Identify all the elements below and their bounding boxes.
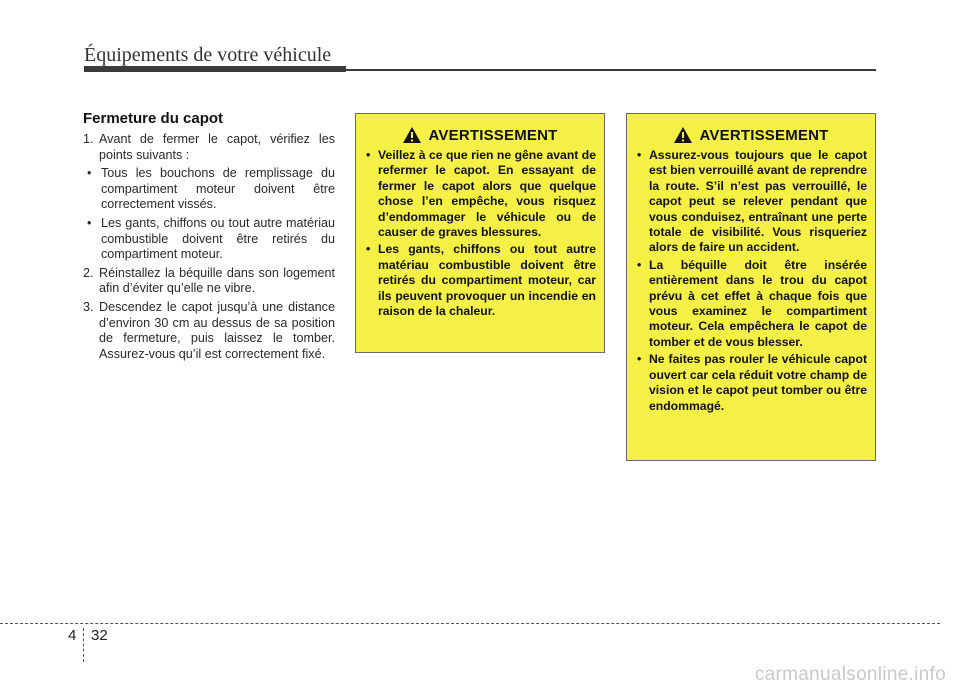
warning-item (635, 352, 867, 414)
warning-item (635, 258, 867, 350)
warning-item (364, 148, 596, 240)
warning-item-text: La béquille doit être insérée entièrement dans le trou du capot prévu à cet effet à chaque fois que vous examinez le compartiment moteur. Cela empêchera le capot de tomber et de vous blesser. (649, 257, 867, 349)
warning-item (364, 242, 596, 319)
warning-header (635, 126, 867, 144)
warning-item-text: Veillez à ce que rien ne gêne avant de refermer le capot. En essayant de fermer le capot alors que quelque chose l’en empêche, vous risquez d’endommager le véhicule ou de causer de graves blessures. (378, 148, 596, 240)
warning-box-left (355, 113, 605, 353)
page-number: 32 (91, 627, 108, 644)
step-item (83, 300, 335, 362)
warning-triangle-icon (402, 126, 422, 144)
header-rule-thick (84, 66, 346, 72)
step-subitem (87, 166, 335, 213)
warning-item-text: Assurez-vous toujours que le capot est bien verrouillé avant de reprendre la route. S’il n’est pas verrouillé, le capot peut se relever pendant que vous conduisez, entraînant une perte totale de visibilité. Vous risqueriez alors de faire un accident. (649, 148, 867, 255)
bullet-icon: • (637, 148, 642, 162)
procedure-column (83, 110, 335, 365)
bullet-icon: • (637, 257, 642, 272)
subitem-text: Les gants, chiffons ou tout autre matériau combustible doivent être retirés du compartiment moteur. (101, 215, 335, 262)
warning-header (364, 126, 596, 144)
step-item (83, 266, 335, 297)
page-header-title: Équipements de votre véhicule (84, 44, 332, 66)
warning-title: AVERTISSEMENT (428, 126, 558, 144)
bullet-icon: • (366, 242, 371, 257)
chapter-number: 4 (68, 627, 77, 644)
step-number: 1. (83, 132, 94, 146)
step-subitem (87, 216, 335, 263)
header-rule-thin (346, 69, 876, 71)
warning-item (635, 148, 867, 256)
step-number: 2. (83, 265, 94, 280)
step-item (83, 132, 335, 163)
step-text: Avant de fermer le capot, vérifiez les points suivants : (99, 132, 335, 162)
warning-box-right (626, 113, 876, 461)
step-text: Réinstallez la béquille dans son logement afin d’éviter qu’elle ne vibre. (99, 265, 335, 296)
warning-item-text: Les gants, chiffons ou tout autre matériau combustible doivent être retirés du compartiment moteur, car ils peuvent provoquer un incendie en raison de la chaleur. (378, 242, 596, 319)
subitem-text: Tous les bouchons de remplissage du compartiment moteur doivent être correctement vissés. (101, 166, 335, 212)
footer-divider (0, 623, 940, 624)
bullet-icon: • (87, 166, 92, 181)
footer-page-separator (83, 628, 84, 662)
bullet-icon: • (87, 215, 92, 230)
watermark: carmanualsonline.info (754, 664, 946, 685)
bullet-icon: • (366, 148, 371, 162)
bullet-icon: • (637, 352, 642, 367)
warning-item-text: Ne faites pas rouler le véhicule capot ouvert car cela réduit votre champ de vision et le capot peut tomber ou être endommagé. (649, 352, 867, 413)
warning-triangle-icon (673, 126, 693, 144)
warning-title: AVERTISSEMENT (699, 126, 829, 144)
section-title: Fermeture du capot (83, 110, 224, 127)
step-number: 3. (83, 299, 94, 314)
step-text: Descendez le capot jusqu’à une distance d’environ 30 cm au dessus de sa position de fermeture, puis laissez le tomber. Assurez-vous qu’il est correctement fixé. (99, 299, 335, 361)
